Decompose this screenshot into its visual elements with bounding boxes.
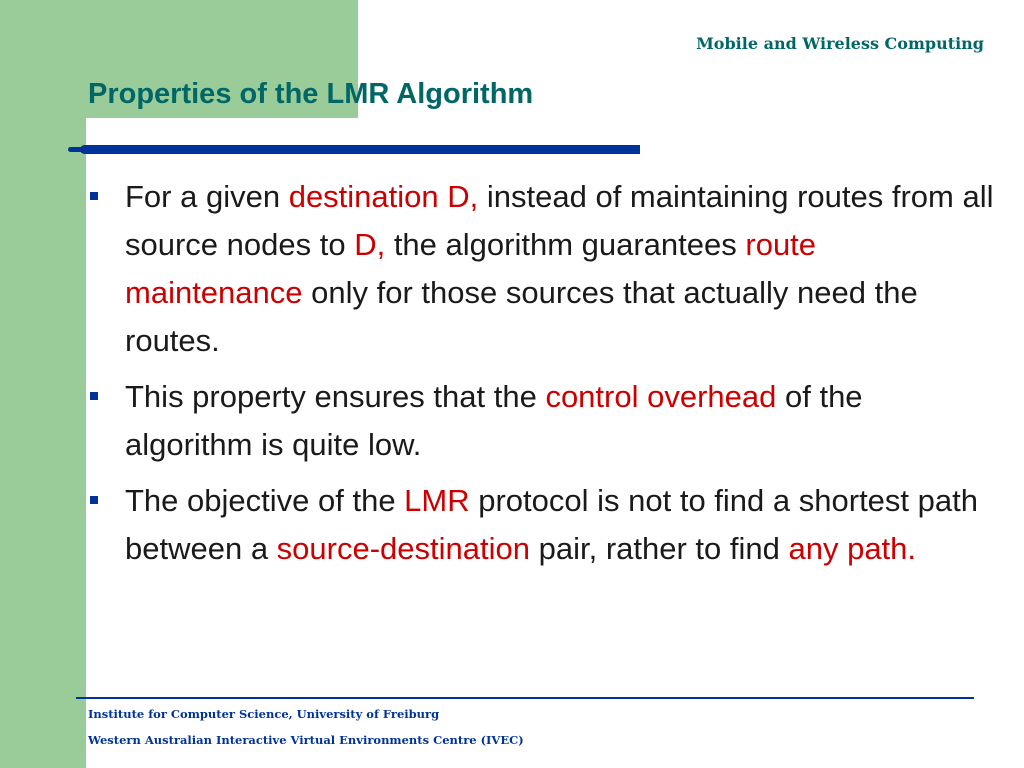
highlighted-text: LMR [404,483,470,518]
title-underline-bar [80,145,640,154]
square-bullet-icon [90,496,98,504]
bullet-text: For a given [125,179,289,214]
course-title: Mobile and Wireless Computing [696,34,984,53]
bullet-text: protocol is not to find a shortest path between a [125,483,978,566]
square-bullet-icon [90,192,98,200]
bullet-text: instead of maintaining routes from all source nodes to [125,179,994,262]
green-side-band [0,0,86,768]
bullet-item [88,477,998,573]
highlighted-text: source-destination [276,531,530,566]
slide-title: Properties of the LMR Algorithm [88,78,534,110]
bullet-text: The objective of the [125,483,405,518]
bullet-text: This property ensures that the [125,379,546,414]
footer-centre: Western Australian Interactive Virtual Environments Centre (IVEC) [88,733,524,747]
highlighted-text: D, [354,227,386,262]
highlighted-text: route maintenance [125,227,817,310]
bullet-list [88,173,998,581]
footer-divider [76,697,974,699]
bullet-text: of the algorithm is quite low. [125,379,863,462]
bullet-item [88,173,998,365]
square-bullet-icon [90,392,98,400]
footer-institute: Institute for Computer Science, University of Freiburg [88,707,440,721]
highlighted-text: control overhead [545,379,777,414]
bullet-text: only for those sources that actually need the routes. [125,275,918,358]
highlighted-text: destination D, [288,179,479,214]
bullet-text: the algorithm guarantees [385,227,746,262]
bullet-item [88,373,998,469]
bullet-text: pair, rather to find [530,531,789,566]
highlighted-text: any path. [788,531,917,566]
